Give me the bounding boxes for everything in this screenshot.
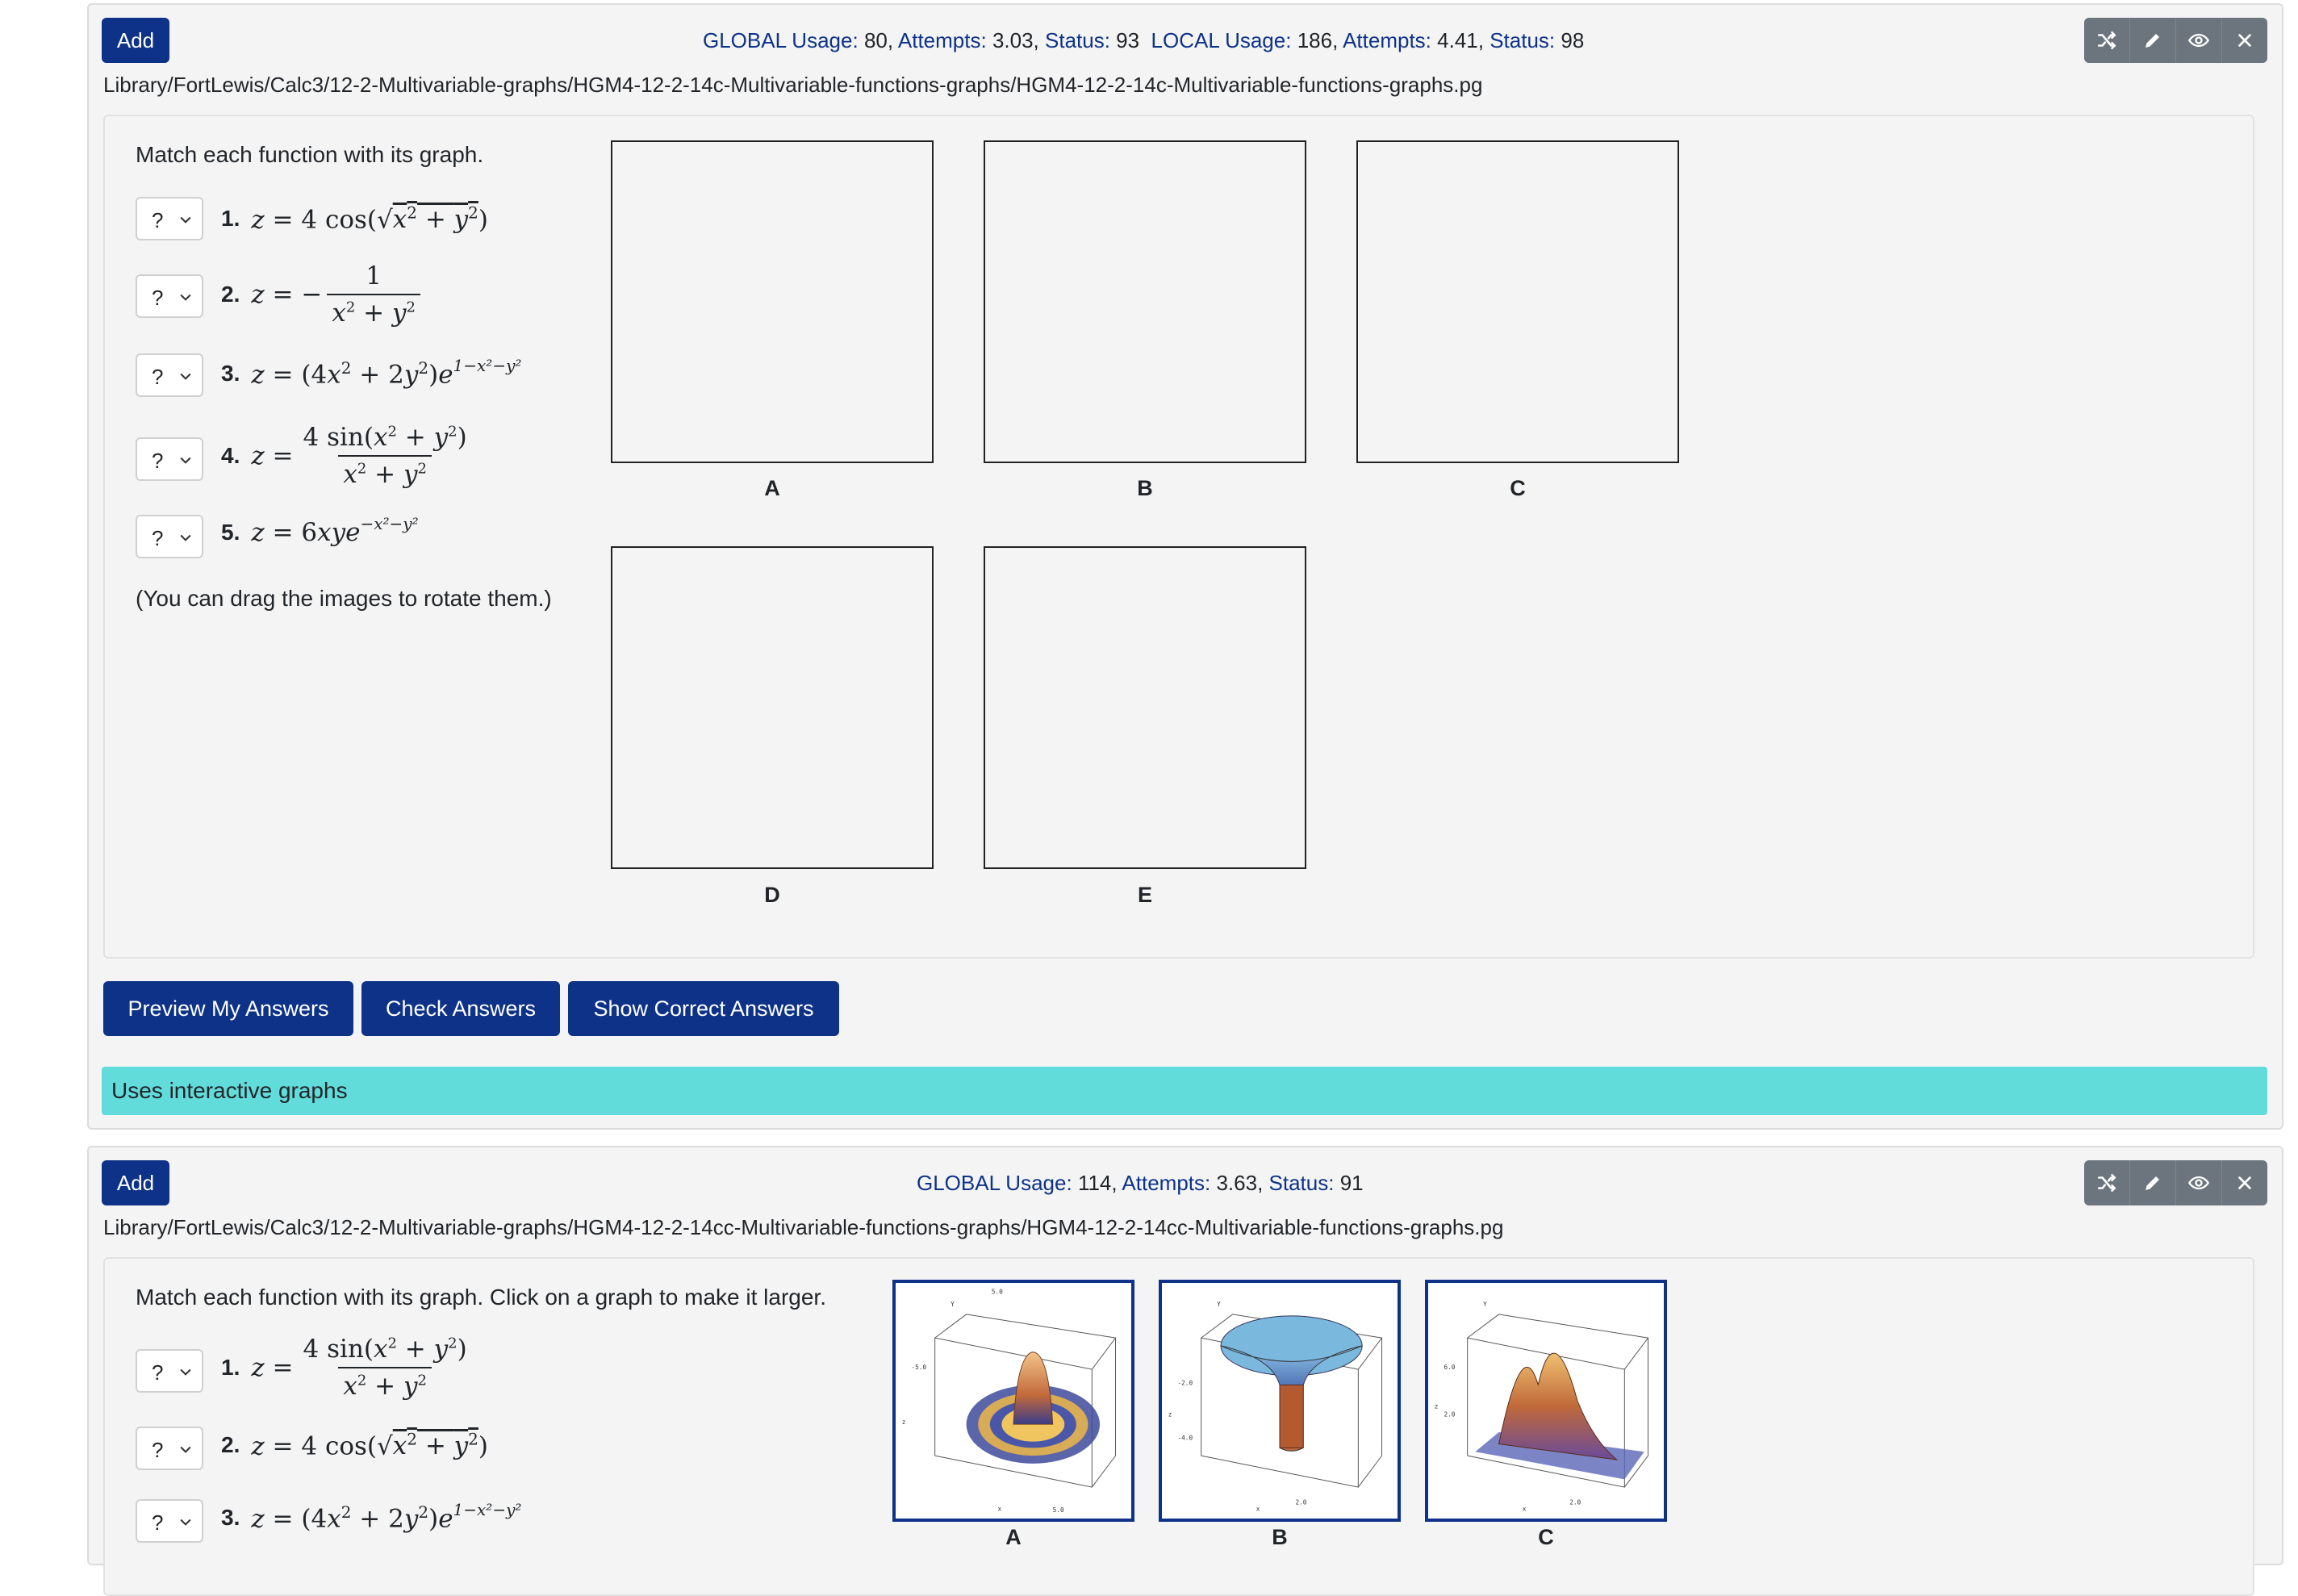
graph-d[interactable] (611, 546, 934, 869)
graph-label-b: B (1137, 476, 1153, 500)
svg-text:2.0: 2.0 (1295, 1498, 1307, 1506)
graph-label-d: D (764, 883, 780, 907)
graph-label-e: E (1137, 883, 1152, 907)
shuffle-icon[interactable] (2084, 18, 2130, 63)
problem-prompt: Match each function with its graph. (136, 142, 484, 167)
svg-text:z: z (1168, 1410, 1172, 1418)
chevron-down-icon (178, 452, 194, 468)
svg-text:-5.0: -5.0 (911, 1364, 927, 1372)
graph-thumbnail-b[interactable] (1159, 1280, 1401, 1522)
svg-text:z: z (901, 1418, 906, 1427)
svg-text:6.0: 6.0 (1444, 1364, 1456, 1372)
function-2: 2. z = − $\frac{1}{x^2 + y^2}$ (221, 261, 425, 328)
answer-select-5[interactable]: ? (136, 515, 203, 558)
graph-label-a: A (764, 476, 780, 500)
svg-text:5.0: 5.0 (1052, 1506, 1064, 1515)
answer-select-2[interactable]: ? (136, 1427, 203, 1470)
chevron-down-icon (178, 1514, 194, 1530)
function-2: 2. z = 4 $\cos(√x^2 + y^2)$ (221, 1430, 489, 1461)
svg-text:x: x (997, 1505, 1002, 1513)
problem-body (103, 1257, 2254, 1596)
problem-body (103, 115, 2254, 959)
answer-select-1[interactable]: ? (136, 1349, 203, 1393)
answer-select-2[interactable]: ? (136, 274, 203, 318)
function-3: 3. $z = (4x^2 + 2y^2)e^{1-x^2-y^2}$ (221, 356, 522, 390)
svg-text:z: z (1434, 1402, 1439, 1410)
svg-text:Y: Y (951, 1301, 955, 1309)
graph-c[interactable] (1356, 140, 1679, 463)
svg-text:x: x (1522, 1505, 1527, 1513)
chevron-down-icon (178, 211, 194, 228)
answer-select-3[interactable]: ? (136, 353, 203, 397)
graph-thumbnail-c[interactable] (1425, 1280, 1667, 1522)
function-1: 1. z = $\frac{4 \sin(x^2 + y^2)}{x^2 + y^2}$ (221, 1335, 467, 1401)
problem-path: Library/FortLewis/Calc3/12-2-Multivariable-graphs/HGM4-12-2-14cc-Multivariable-functions-graphs/HGM4-12-2-14cc-Multivariable-functions-graphs.pg (103, 1215, 1504, 1239)
answer-select-4[interactable]: ? (136, 437, 203, 481)
svg-text:x: x (1256, 1505, 1260, 1513)
svg-text:2.0: 2.0 (1569, 1498, 1581, 1506)
drag-hint: (You can drag the images to rotate them.) (136, 586, 552, 611)
graph-label-b: B (1272, 1525, 1288, 1549)
chevron-down-icon (178, 529, 194, 545)
preview-answers-button[interactable]: Preview My Answers (103, 981, 353, 1036)
add-button[interactable]: Add (102, 18, 169, 63)
info-banner: Uses interactive graphs (102, 1067, 2267, 1115)
close-icon[interactable] (2222, 1160, 2267, 1205)
graph-label-c: C (1538, 1525, 1554, 1549)
eye-icon[interactable] (2176, 1160, 2222, 1205)
usage-stats: GLOBAL Usage: 80, Attempts: 3.03, Status: 93 LOCAL Usage: 186, Attempts: 4.41, Status: 98 (703, 28, 1585, 52)
pencil-icon[interactable] (2130, 18, 2176, 63)
graph-e[interactable] (984, 546, 1306, 869)
shuffle-icon[interactable] (2084, 1160, 2130, 1205)
problem-card-1 (87, 3, 2283, 1130)
add-button[interactable]: Add (102, 1160, 169, 1205)
svg-text:Y: Y (1217, 1301, 1221, 1309)
answer-select-3[interactable]: ? (136, 1499, 203, 1543)
eye-icon[interactable] (2176, 18, 2222, 63)
answer-select-1[interactable]: ? (136, 197, 203, 240)
chevron-down-icon (178, 368, 194, 384)
svg-text:5.0: 5.0 (991, 1288, 1003, 1296)
function-1: 1. z = 4 $\cos(√x^2 + y^2)$ (221, 203, 489, 235)
svg-text:Y: Y (1483, 1301, 1487, 1309)
chevron-down-icon (178, 1364, 194, 1380)
problem-actions (2084, 1160, 2267, 1205)
usage-stats: GLOBAL Usage: 114, Attempts: 3.63, Status: 91 (917, 1171, 1364, 1195)
check-answers-button[interactable]: Check Answers (361, 981, 560, 1036)
graph-label-c: C (1510, 476, 1526, 500)
close-icon[interactable] (2222, 18, 2267, 63)
svg-text:-2.0: -2.0 (1177, 1379, 1193, 1387)
problem-path: Library/FortLewis/Calc3/12-2-Multivariable-graphs/HGM4-12-2-14c-Multivariable-functions-graphs/HGM4-12-2-14c-Multivariable-functions-graphs.pg (103, 73, 1483, 97)
graph-thumbnail-a[interactable] (892, 1280, 1134, 1522)
pencil-icon[interactable] (2130, 1160, 2176, 1205)
problem-prompt: Match each function with its graph. Click on a graph to make it larger. (136, 1285, 826, 1310)
svg-text:-4.0: -4.0 (1177, 1434, 1193, 1442)
chevron-down-icon (178, 289, 194, 305)
function-3: 3. $z = (4x^2 + 2y^2)e^{1-x^2-y^2}$ (221, 1500, 522, 1534)
graph-b[interactable] (984, 140, 1306, 463)
svg-text:2.0: 2.0 (1444, 1410, 1456, 1418)
chevron-down-icon (178, 1441, 194, 1457)
function-5: 5. z = 6xye$^{-x^2-y^2}$ (221, 514, 419, 547)
problem-actions (2084, 18, 2267, 63)
problem-card-2 (87, 1146, 2283, 1565)
show-correct-answers-button[interactable]: Show Correct Answers (568, 981, 839, 1036)
graph-label-a: A (1005, 1525, 1022, 1549)
function-4: 4. z = $\frac{4 \sin(x^2 + y^2)}{x^2 + y^2}$ (221, 423, 467, 489)
graph-a[interactable] (611, 140, 934, 463)
